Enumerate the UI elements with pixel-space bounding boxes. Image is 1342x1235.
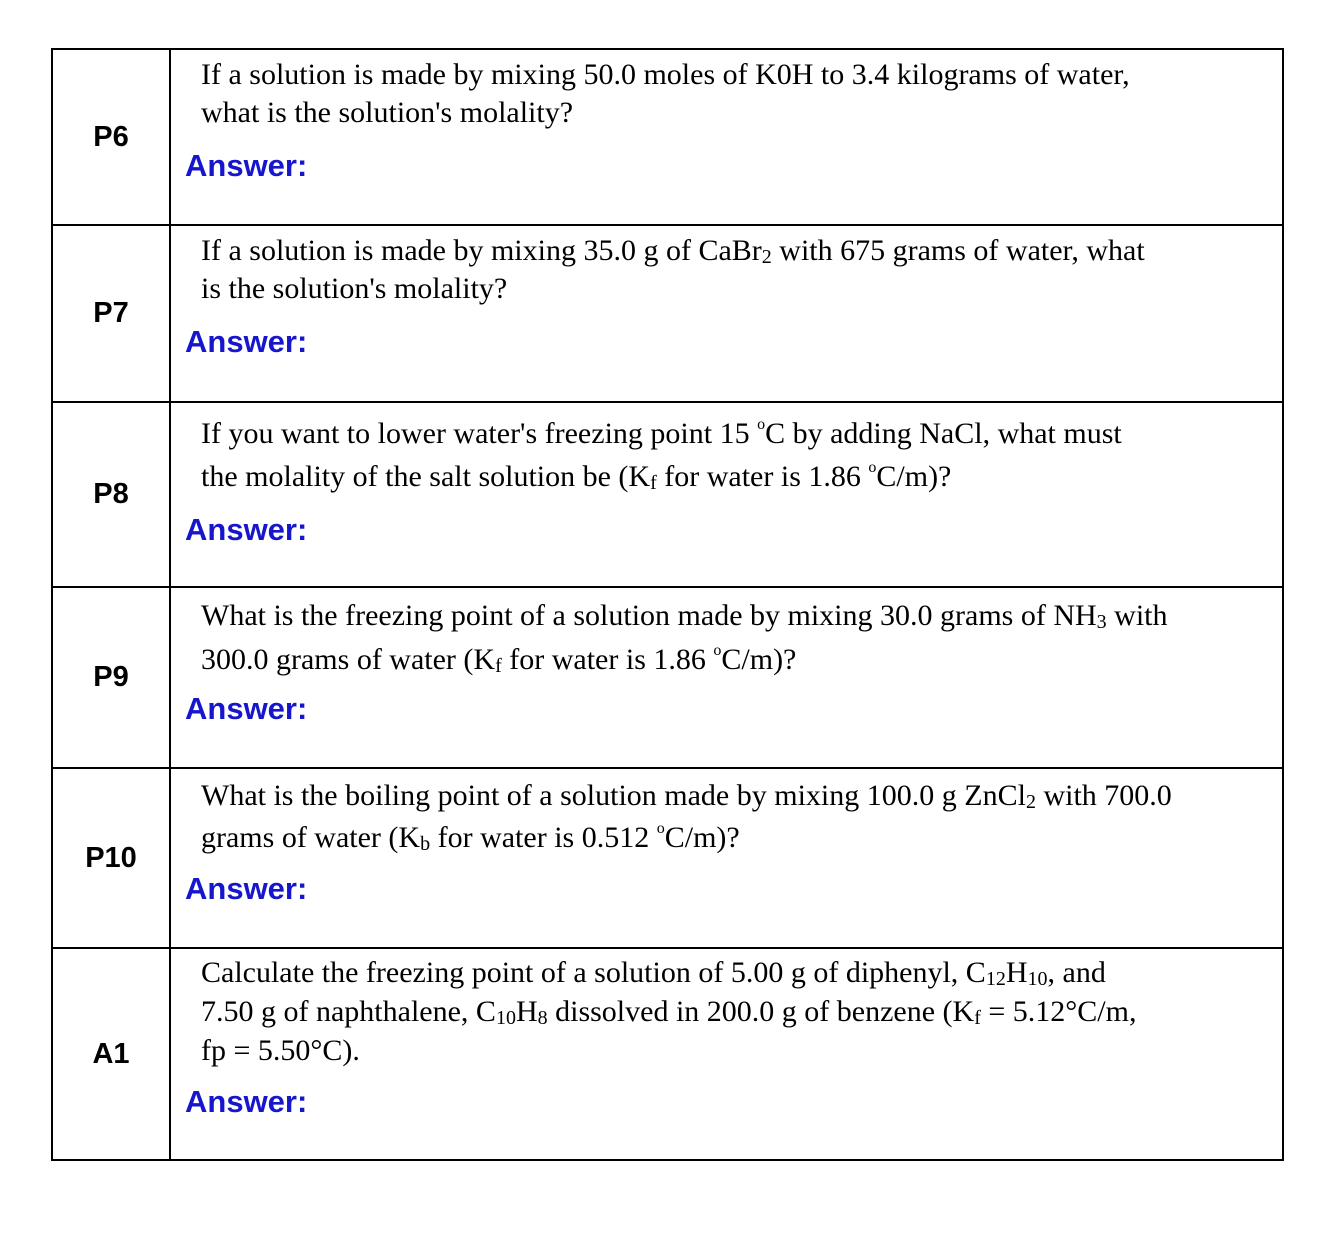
problem-table xyxy=(51,48,1284,1161)
answer-label: Answer: xyxy=(185,324,308,359)
answer-label: Answer: xyxy=(185,148,308,183)
problem-cell xyxy=(171,403,1282,586)
problem-id: P7 xyxy=(53,226,171,401)
question-text: If a solution is made by mixing 35.0 g of CaBr$_2$ with 675 grams of water, what is the solution's molality? xyxy=(201,234,1145,305)
question-text: Calculate the freezing point of a solution of 5.00 g of diphenyl, $C_{12}H_{10}$, and 7.50 g of naphthalene, $C_{10}H_8$ dissolved in 200.0 g of benzene ($K_f = 5.12^\circ C/m$, fp = 5.50°C). xyxy=(201,956,1137,1067)
problem-id: A1 xyxy=(53,949,171,1159)
table-row xyxy=(53,224,1282,401)
question-text: What is the freezing point of a solution made by mixing 30.0 grams of $NH_3$ with 300.0 grams of water ($K_f$ for water is 1.86 $^o$C/m)? xyxy=(201,599,1168,677)
table-row xyxy=(53,401,1282,586)
problem-cell xyxy=(171,769,1282,947)
problem-cell xyxy=(171,949,1282,1159)
problem-cell xyxy=(171,588,1282,767)
answer-label: Answer: xyxy=(185,691,308,726)
answer-label: Answer: xyxy=(185,1084,308,1119)
problem-cell xyxy=(171,226,1282,401)
problem-id: P9 xyxy=(53,588,171,767)
problem-id: P6 xyxy=(53,50,171,224)
table-row xyxy=(53,50,1282,224)
table-row xyxy=(53,947,1282,1159)
table-row xyxy=(53,586,1282,767)
question-text: If a solution is made by mixing 50.0 moles of K0H to 3.4 kilograms of water, what is the solution's molality? xyxy=(201,58,1130,129)
table-row xyxy=(53,767,1282,947)
problem-id: P8 xyxy=(53,403,171,586)
question-text: If you want to lower water's freezing point 15 $^o$C by adding NaCl, what must the molality of the salt solution be ($K_f$ for water is 1.86 $^o$C/m)? xyxy=(201,416,1122,494)
question-text: What is the boiling point of a solution made by mixing 100.0 g ZnCl$_2$ with 700.0 grams of water ($K_b$ for water is 0.512 $^o$C/m)? xyxy=(201,779,1172,855)
problem-id: P10 xyxy=(53,769,171,947)
answer-label: Answer: xyxy=(185,871,308,906)
answer-label: Answer: xyxy=(185,512,308,547)
problem-cell xyxy=(171,50,1282,224)
